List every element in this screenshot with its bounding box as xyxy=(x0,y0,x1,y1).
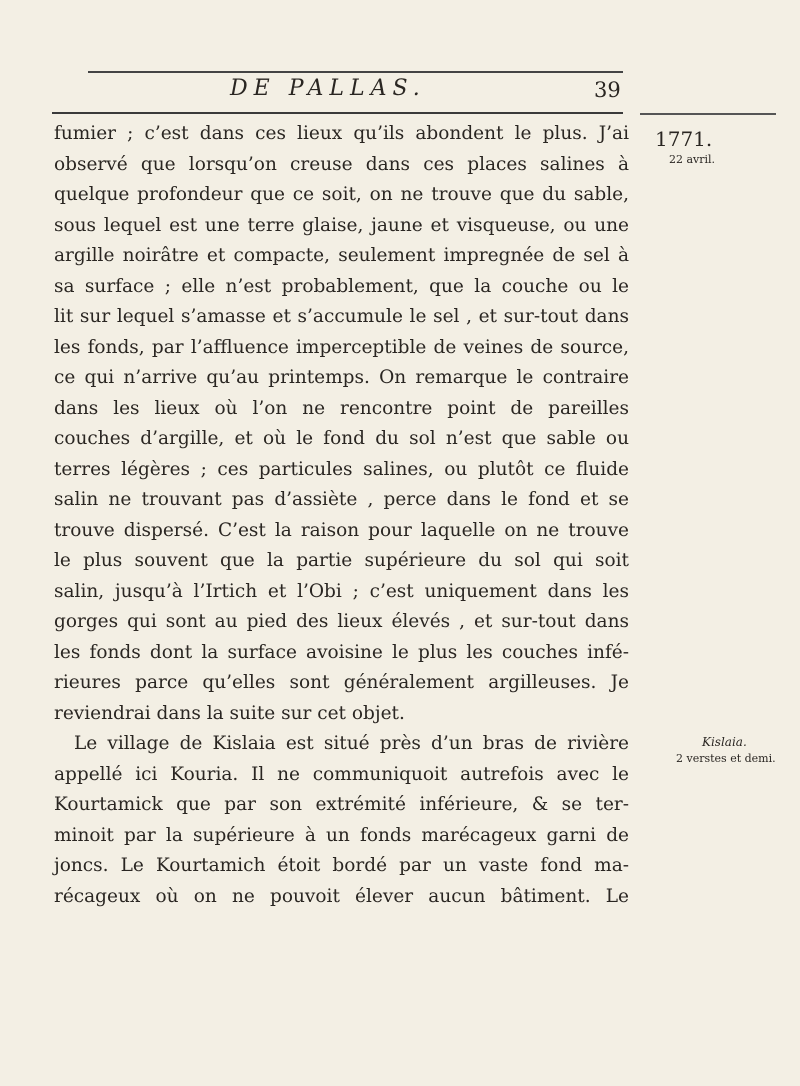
text-line: observé que lorsqu’on creuse dans ces places salines à xyxy=(54,153,629,175)
text-line: salin, jusqu’à l’Irtich et l’Obi ; c’est uniquement dans les xyxy=(54,580,629,602)
margin-rule xyxy=(640,113,776,115)
text-line: joncs. Le Kourtamich étoit bordé par un vaste fond ma- xyxy=(54,855,629,876)
text-line: terres légères ; ces particules salines, ou plutôt ce fluide xyxy=(54,458,629,480)
text-line: salin ne trouvant pas d’assiète , perce dans le fond et se xyxy=(54,489,629,510)
text-line: sous lequel est une terre glaise, jaune et visqueuse, ou une xyxy=(54,214,629,236)
page-number: 39 xyxy=(594,78,621,102)
text-line: ce qui n’arrive qu’au printemps. On remarque le contraire xyxy=(54,367,629,388)
margin-note-distance: 2 verstes et demi. xyxy=(676,752,776,765)
text-line: dans les lieux où l’on ne rencontre point de pareilles xyxy=(54,397,629,419)
text-line: fumier ; c’est dans ces lieux qu’ils abondent le plus. J’ai xyxy=(54,123,629,144)
text-line: sa surface ; elle n’est probablement, que la couche ou le xyxy=(54,275,629,297)
header-bottom-rule xyxy=(52,112,623,114)
margin-note-year: 1771. xyxy=(655,127,713,151)
header-top-rule xyxy=(88,71,623,73)
text-line: quelque profondeur que ce soit, on ne trouve que du sable, xyxy=(54,184,629,205)
text-line: Kourtamick que par son extrémité inférieure, & se ter- xyxy=(54,794,629,815)
text-line: les fonds dont la surface avoisine le plus les couches infé- xyxy=(54,641,629,663)
text-line: les fonds, par l’affluence imperceptible de veines de source, xyxy=(54,336,629,358)
margin-note-place: Kislaia. xyxy=(702,735,747,749)
text-line: argille noirâtre et compacte, seulement impregnée de sel à xyxy=(54,245,629,266)
text-line: lit sur lequel s’amasse et s’accumule le sel , et sur-tout dans xyxy=(54,306,629,327)
text-line: minoit par la supérieure à un fonds marécageux garni de xyxy=(54,824,629,846)
text-line: le plus souvent que la partie supérieure du sol qui soit xyxy=(54,550,629,571)
text-line: gorges qui sont au pied des lieux élevés , et sur-tout dans xyxy=(54,611,629,632)
body-text xyxy=(54,119,629,912)
text-line: rieures parce qu’elles sont généralement argilleuses. Je xyxy=(54,672,629,693)
text-line: reviendrai dans la suite sur cet objet. xyxy=(54,702,405,724)
text-line: récageux où on ne pouvoit élever aucun bâtiment. Le xyxy=(54,885,629,907)
margin-note-date: 22 avril. xyxy=(669,153,716,166)
text-line: appellé ici Kouria. Il ne communiquoit autrefois avec le xyxy=(54,763,629,785)
running-head: DE PALLAS. xyxy=(230,76,426,101)
text-line: couches d’argille, et où le fond du sol n’est que sable ou xyxy=(54,428,629,449)
text-line: trouve dispersé. C’est la raison pour laquelle on ne trouve xyxy=(54,519,629,541)
text-line: Le village de Kislaia est situé près d’un bras de rivière xyxy=(74,733,629,754)
